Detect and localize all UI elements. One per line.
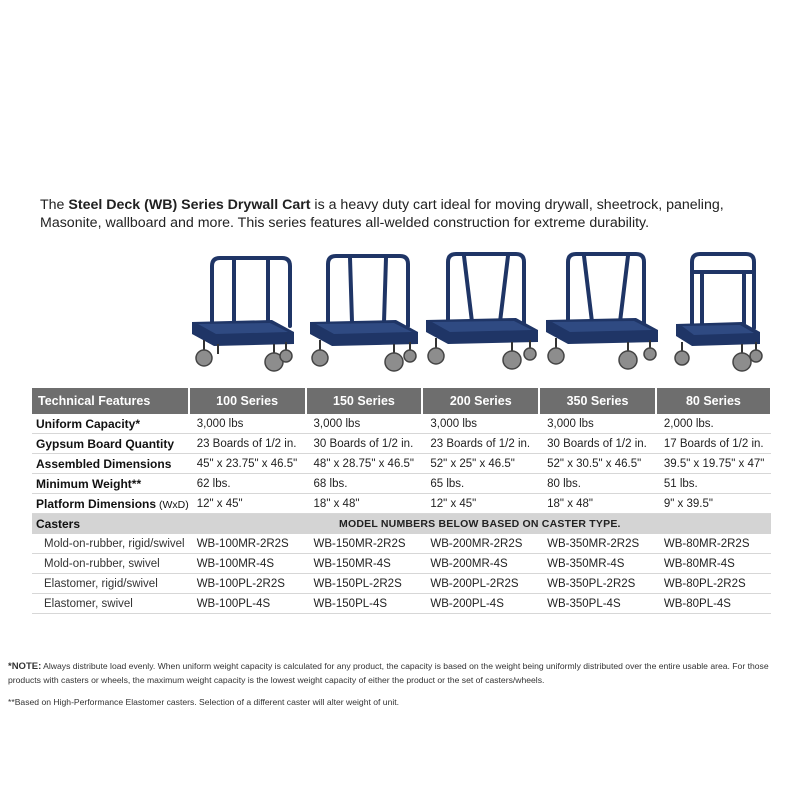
feature-label <box>32 494 189 514</box>
cart-image-350-series <box>544 248 660 380</box>
table-row <box>32 434 771 454</box>
feature-label: Uniform Capacity* <box>32 414 189 434</box>
table-cell: 18" x 48" <box>306 494 423 514</box>
table-header-row <box>32 388 771 414</box>
feature-label-suffix: (WxD) <box>156 498 189 511</box>
table-cell: 45" x 23.75" x 46.5" <box>189 454 306 474</box>
table-cell: 39.5" x 19.75" x 47" <box>656 454 771 474</box>
note-lead: *NOTE: <box>8 661 42 672</box>
table-cell: 48" x 28.75" x 46.5" <box>306 454 423 474</box>
header-350-series: 350 Series <box>539 388 656 414</box>
model-number-cell: WB-200PL-2R2S <box>422 574 539 594</box>
table-cell: 30 Boards of 1/2 in. <box>539 434 656 454</box>
intro-product-name: Steel Deck (WB) Series Drywall Cart <box>68 197 311 213</box>
table-cell: 2,000 lbs. <box>656 414 771 434</box>
feature-label: Gypsum Board Quantity <box>32 434 189 454</box>
caster-row <box>32 534 771 554</box>
intro-description: is a heavy duty cart ideal for moving drywall, sheetrock, paneling, Masonite, wallboard and more. This series features all-welded construction for extreme durability. <box>40 197 724 231</box>
model-number-cell: WB-350MR-4S <box>539 554 656 574</box>
table-cell: 3,000 lbs <box>539 414 656 434</box>
caster-type-label: Elastomer, rigid/swivel <box>32 574 189 594</box>
model-number-cell: WB-150PL-4S <box>306 594 423 614</box>
table-cell: 65 lbs. <box>422 474 539 494</box>
cart-image-200-series <box>424 248 540 380</box>
feature-label: Minimum Weight** <box>32 474 189 494</box>
note-text: Always distribute load evenly. When uniform weight capacity is calculated for any product, the capacity is based on the weight being uniformly distributed over the entire usable area. For those products with casters or wheels, the maximum weight capacity is the lowest weight capacity of either the product or the set of casters/wheels. <box>8 661 769 685</box>
table-row <box>32 474 771 494</box>
table-cell: 30 Boards of 1/2 in. <box>306 434 423 454</box>
table-row <box>32 494 771 514</box>
table-cell: 51 lbs. <box>656 474 771 494</box>
model-number-cell: WB-100MR-4S <box>189 554 306 574</box>
model-number-cell: WB-150PL-2R2S <box>306 574 423 594</box>
model-number-cell: WB-80PL-2R2S <box>656 574 771 594</box>
model-number-cell: WB-100PL-4S <box>189 594 306 614</box>
model-number-cell: WB-80MR-4S <box>656 554 771 574</box>
table-cell: 18" x 48" <box>539 494 656 514</box>
casters-label: Casters <box>32 514 189 535</box>
model-number-cell: WB-150MR-2R2S <box>306 534 423 554</box>
intro-prefix: The <box>40 197 69 213</box>
technical-features-table <box>32 388 772 614</box>
table-cell: 12" x 45" <box>189 494 306 514</box>
feature-label: Assembled Dimensions <box>32 454 189 474</box>
table-row <box>32 454 771 474</box>
model-number-cell: WB-100MR-2R2S <box>189 534 306 554</box>
model-number-cell: WB-100PL-2R2S <box>189 574 306 594</box>
model-number-cell: WB-200PL-4S <box>422 594 539 614</box>
caster-row <box>32 594 771 614</box>
caster-row <box>32 554 771 574</box>
cart-image-100-series <box>186 248 302 380</box>
table-cell: 9" x 39.5" <box>656 494 771 514</box>
caster-row <box>32 574 771 594</box>
cart-images <box>180 248 780 380</box>
table-cell: 23 Boards of 1/2 in. <box>189 434 306 454</box>
table-cell: 12" x 45" <box>422 494 539 514</box>
table-cell: 17 Boards of 1/2 in. <box>656 434 771 454</box>
capacity-note <box>8 660 798 686</box>
table-cell: 3,000 lbs <box>189 414 306 434</box>
table-cell: 3,000 lbs <box>422 414 539 434</box>
casters-note: MODEL NUMBERS BELOW BASED ON CASTER TYPE. <box>189 514 771 535</box>
model-number-cell: WB-80PL-4S <box>656 594 771 614</box>
cart-image-150-series <box>306 248 422 380</box>
model-number-cell: WB-350MR-2R2S <box>539 534 656 554</box>
footnotes <box>8 660 798 719</box>
table-cell: 68 lbs. <box>306 474 423 494</box>
weight-footnote: **Based on High-Performance Elastomer casters. Selection of a different caster will alter weight of unit. <box>8 697 400 707</box>
header-100-series: 100 Series <box>189 388 306 414</box>
caster-type-label: Elastomer, swivel <box>32 594 189 614</box>
caster-type-label: Mold-on-rubber, rigid/swivel <box>32 534 189 554</box>
model-number-cell: WB-350PL-2R2S <box>539 574 656 594</box>
model-number-cell: WB-200MR-4S <box>422 554 539 574</box>
model-number-cell: WB-200MR-2R2S <box>422 534 539 554</box>
header-80-series: 80 Series <box>656 388 771 414</box>
model-number-cell: WB-80MR-2R2S <box>656 534 771 554</box>
cart-image-80-series <box>664 248 780 380</box>
caster-type-label: Mold-on-rubber, swivel <box>32 554 189 574</box>
table-cell: 23 Boards of 1/2 in. <box>422 434 539 454</box>
header-150-series: 150 Series <box>306 388 423 414</box>
feature-label-text: Platform Dimensions <box>36 496 157 511</box>
table-cell: 52" x 25" x 46.5" <box>422 454 539 474</box>
table-cell: 62 lbs. <box>189 474 306 494</box>
table-row <box>32 414 771 434</box>
header-200-series: 200 Series <box>422 388 539 414</box>
header-technical-features: Technical Features <box>32 388 189 414</box>
casters-band-row <box>32 514 771 535</box>
table-cell: 3,000 lbs <box>306 414 423 434</box>
model-number-cell: WB-350PL-4S <box>539 594 656 614</box>
intro-paragraph <box>40 196 780 232</box>
table-cell: 80 lbs. <box>539 474 656 494</box>
model-number-cell: WB-150MR-4S <box>306 554 423 574</box>
table-cell: 52" x 30.5" x 46.5" <box>539 454 656 474</box>
